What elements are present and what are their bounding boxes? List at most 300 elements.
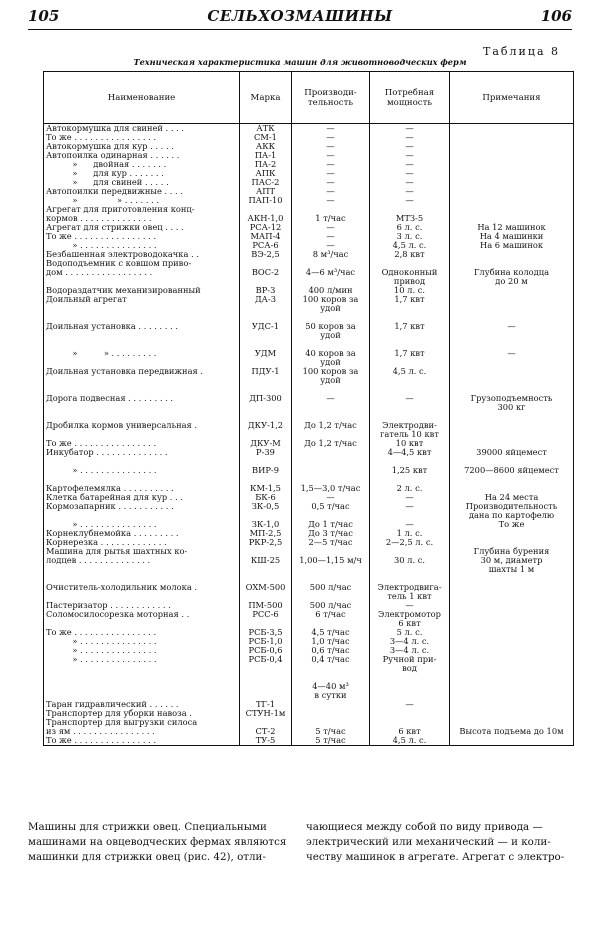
cell-power	[370, 709, 450, 718]
cell-productivity: —	[292, 187, 370, 196]
cell-mark: БК-6	[240, 493, 292, 502]
cell-productivity: 4—6 м³/час	[292, 259, 370, 286]
spacer-cell	[450, 673, 574, 682]
cell-notes	[450, 367, 574, 385]
cell-power: —	[370, 601, 450, 610]
table-row	[44, 484, 574, 493]
cell-mark: УДС-1	[240, 322, 292, 340]
cell-power: 4,5 л. с.	[370, 367, 450, 385]
cell-mark: ПАП-10	[240, 196, 292, 205]
spacer-cell	[240, 412, 292, 421]
table-row	[44, 196, 574, 205]
cell-mark: МАП-4	[240, 232, 292, 241]
spacer-cell	[240, 673, 292, 682]
cell-mark: ЗК-1,0	[240, 520, 292, 529]
cell-power: 1,25 квт	[370, 466, 450, 475]
cell-mark: ТГ-1	[240, 700, 292, 709]
spacer-cell	[292, 673, 370, 682]
cell-productivity: 4,5 т/час	[292, 628, 370, 637]
cell-notes	[450, 250, 574, 259]
col-header-mark: Марка	[240, 72, 292, 124]
cell-power: —	[370, 502, 450, 520]
cell-productivity	[292, 448, 370, 457]
cell-name: Водоподъемник с ковшом приво- дом . . . . . . . . . . . . . . . . .	[44, 259, 240, 286]
spacer-cell	[292, 574, 370, 583]
cell-name	[44, 682, 240, 700]
page-number-right: 106	[540, 7, 572, 25]
cell-name: То же . . . . . . . . . . . . . . . .	[44, 133, 240, 142]
table-row	[44, 718, 574, 736]
cell-power: 2 л. с.	[370, 484, 450, 493]
cell-name: Автопоилка одинарная . . . . . .	[44, 151, 240, 160]
table-row	[44, 349, 574, 367]
cell-power: 1 л. с.	[370, 529, 450, 538]
cell-notes	[450, 529, 574, 538]
table-row	[44, 736, 574, 746]
cell-name: То же . . . . . . . . . . . . . . . .	[44, 628, 240, 637]
cell-name: Дробилка кормов универсальная .	[44, 421, 240, 439]
spacer-cell	[450, 340, 574, 349]
cell-power: 2,8 квт	[370, 250, 450, 259]
cell-productivity: 500 л/час	[292, 601, 370, 610]
cell-productivity: До 3 т/час	[292, 529, 370, 538]
cell-notes	[450, 583, 574, 601]
table-row	[44, 250, 574, 259]
cell-productivity: —	[292, 178, 370, 187]
table-row	[44, 493, 574, 502]
table-row	[44, 637, 574, 646]
table-row	[44, 646, 574, 655]
table-row	[44, 520, 574, 529]
cell-mark: РКР-2,5	[240, 538, 292, 547]
cell-notes	[450, 151, 574, 160]
running-header	[0, 0, 600, 30]
cell-notes: 7200—8600 яйцемест	[450, 466, 574, 475]
table-row	[44, 628, 574, 637]
spacer-row	[44, 574, 574, 583]
cell-notes: Глубина колодца до 20 м	[450, 259, 574, 286]
cell-productivity: 100 коров за удой	[292, 295, 370, 313]
cell-mark: ЗК-0,5	[240, 502, 292, 520]
cell-productivity: 40 коров за удой	[292, 349, 370, 367]
cell-mark: АТК	[240, 124, 292, 134]
spacer-cell	[450, 412, 574, 421]
cell-name: » . . . . . . . . . . . . . . .	[44, 466, 240, 475]
cell-notes	[450, 646, 574, 655]
cell-mark: АКН-1,0	[240, 205, 292, 223]
spacer-cell	[450, 385, 574, 394]
cell-productivity: —	[292, 196, 370, 205]
cell-name: Агрегат для приготовления конц- кормов . . . . . . . . . . . . . .	[44, 205, 240, 223]
table-row	[44, 295, 574, 313]
spacer-cell	[44, 313, 240, 322]
cell-productivity: 500 л/час	[292, 583, 370, 601]
cell-power: —	[370, 493, 450, 502]
cell-productivity: 0,5 т/час	[292, 502, 370, 520]
cell-power: 3—4 л. с.	[370, 646, 450, 655]
cell-mark: ПАС-2	[240, 178, 292, 187]
spacer-cell	[44, 412, 240, 421]
cell-power: 1,7 квт	[370, 322, 450, 340]
cell-mark: РСС-6	[240, 610, 292, 628]
header-rule	[28, 29, 572, 30]
cell-power: —	[370, 133, 450, 142]
cell-productivity: 1,5—3,0 т/час	[292, 484, 370, 493]
table-body	[44, 124, 574, 746]
cell-power: 6 квт	[370, 718, 450, 736]
table-row	[44, 394, 574, 412]
cell-notes: Глубина бурения 30 м, диаметр шахты 1 м	[450, 547, 574, 574]
cell-power: 10 л. с.	[370, 286, 450, 295]
cell-name: Безбашенная электроводокачка . .	[44, 250, 240, 259]
table-row	[44, 583, 574, 601]
cell-power: —	[370, 169, 450, 178]
cell-name: » для кур . . . . . . .	[44, 169, 240, 178]
cell-mark: АПТ	[240, 187, 292, 196]
cell-mark: ПМ-500	[240, 601, 292, 610]
cell-notes: На 24 места	[450, 493, 574, 502]
col-header-notes: Примечания	[450, 72, 574, 124]
spacer-cell	[44, 574, 240, 583]
col-header-name: Наименование	[44, 72, 240, 124]
table-row	[44, 322, 574, 340]
spacer-row	[44, 673, 574, 682]
table-label: Таблица 8	[483, 45, 560, 58]
spacer-cell	[240, 475, 292, 484]
cell-productivity: —	[292, 241, 370, 250]
cell-notes	[450, 637, 574, 646]
body-text-column-left: Машины для стрижки овец. Специальными машинами на овцеводческих фермах являются машинки для стрижки овец (рис. 42), отли-	[28, 821, 287, 863]
spacer-cell	[44, 340, 240, 349]
cell-productivity: 4—40 м³ в сутки	[292, 682, 370, 700]
cell-name: Транспортер для уборки навоза .	[44, 709, 240, 718]
table-row	[44, 448, 574, 457]
table-row	[44, 232, 574, 241]
cell-power: —	[370, 394, 450, 412]
cell-productivity: —	[292, 394, 370, 412]
table-row	[44, 286, 574, 295]
cell-power: 4—4,5 квт	[370, 448, 450, 457]
cell-notes: Производительность дана по картофелю	[450, 502, 574, 520]
table-row	[44, 160, 574, 169]
spacer-cell	[292, 313, 370, 322]
table-row	[44, 655, 574, 673]
cell-productivity: 1,0 т/час	[292, 637, 370, 646]
spacer-cell	[240, 385, 292, 394]
cell-notes	[450, 178, 574, 187]
cell-productivity: 50 коров за удой	[292, 322, 370, 340]
cell-name: То же . . . . . . . . . . . . . . . .	[44, 232, 240, 241]
cell-productivity: 5 т/час	[292, 736, 370, 746]
spacer-row	[44, 340, 574, 349]
cell-power: Электродвига- тель 1 квт	[370, 583, 450, 601]
table-row	[44, 259, 574, 286]
table-row	[44, 367, 574, 385]
table-row	[44, 682, 574, 700]
cell-notes: Высота подъема до 10м	[450, 718, 574, 736]
cell-notes: —	[450, 322, 574, 340]
table-row	[44, 151, 574, 160]
cell-notes	[450, 709, 574, 718]
spacer-row	[44, 385, 574, 394]
table-header-row	[44, 72, 574, 124]
cell-name: Доильный агрегат	[44, 295, 240, 313]
cell-power: 1,7 квт	[370, 349, 450, 367]
cell-power: Ручной при- вод	[370, 655, 450, 673]
cell-mark: ВОС-2	[240, 259, 292, 286]
cell-notes	[450, 484, 574, 493]
cell-name: » » . . . . . . . . .	[44, 349, 240, 367]
cell-productivity: До 1,2 т/час	[292, 439, 370, 448]
page-number-left: 105	[28, 7, 60, 25]
spacer-row	[44, 457, 574, 466]
cell-productivity: 0,6 т/час	[292, 646, 370, 655]
cell-mark: КМ-1,5	[240, 484, 292, 493]
cell-name: Клетка батарейная для кур . . .	[44, 493, 240, 502]
cell-notes	[450, 601, 574, 610]
cell-power: 5 л. с.	[370, 628, 450, 637]
table-row	[44, 700, 574, 709]
cell-productivity	[292, 466, 370, 475]
cell-mark: СТУН-1м	[240, 709, 292, 718]
cell-productivity: 1 т/час	[292, 205, 370, 223]
cell-mark: Р-39	[240, 448, 292, 457]
cell-notes	[450, 205, 574, 223]
cell-productivity: —	[292, 151, 370, 160]
cell-mark: РСБ-0,6	[240, 646, 292, 655]
cell-name: » . . . . . . . . . . . . . . .	[44, 646, 240, 655]
cell-notes: На 4 машинки	[450, 232, 574, 241]
cell-mark: РСА-12	[240, 223, 292, 232]
cell-notes: На 12 машинок	[450, 223, 574, 232]
cell-mark: ДА-3	[240, 295, 292, 313]
cell-power: Электромотор 6 квт	[370, 610, 450, 628]
col-header-productivity: Производи- тельность	[292, 72, 370, 124]
cell-name: То же . . . . . . . . . . . . . . . .	[44, 439, 240, 448]
cell-name: Таран гидравлический . . . . . .	[44, 700, 240, 709]
cell-power: —	[370, 142, 450, 151]
spacer-cell	[292, 412, 370, 421]
cell-mark: УДМ	[240, 349, 292, 367]
cell-name: Соломосилосорезка моторная . .	[44, 610, 240, 628]
cell-name: Доильная установка . . . . . . . .	[44, 322, 240, 340]
spacer-cell	[370, 475, 450, 484]
spacer-cell	[370, 673, 450, 682]
cell-name: Корнеклубнемойка . . . . . . . . .	[44, 529, 240, 538]
spacer-cell	[370, 574, 450, 583]
cell-notes	[450, 421, 574, 439]
cell-productivity: До 1 т/час	[292, 520, 370, 529]
cell-power: 4,5 л. с.	[370, 736, 450, 746]
cell-mark: ДП-300	[240, 394, 292, 412]
cell-power	[370, 682, 450, 700]
cell-name: Картофелемялка . . . . . . . . . .	[44, 484, 240, 493]
cell-notes	[450, 286, 574, 295]
cell-productivity: —	[292, 133, 370, 142]
cell-productivity: 100 коров за удой	[292, 367, 370, 385]
cell-mark: РСА-6	[240, 241, 292, 250]
cell-name: Транспортер для выгрузки силоса из ям . . . . . . . . . . . . . . . .	[44, 718, 240, 736]
cell-power: —	[370, 700, 450, 709]
spacer-cell	[450, 313, 574, 322]
table-row	[44, 529, 574, 538]
cell-productivity: —	[292, 160, 370, 169]
cell-notes	[450, 187, 574, 196]
cell-name: Автокормушка для кур . . . . .	[44, 142, 240, 151]
table-row	[44, 124, 574, 134]
spacer-cell	[370, 457, 450, 466]
cell-notes	[450, 439, 574, 448]
cell-notes	[450, 736, 574, 746]
cell-name: » . . . . . . . . . . . . . . .	[44, 241, 240, 250]
cell-power: Электродви- гатель 10 квт	[370, 421, 450, 439]
cell-notes	[450, 196, 574, 205]
cell-mark: КШ-25	[240, 547, 292, 574]
cell-name: Автокормушка для свиней . . . .	[44, 124, 240, 134]
cell-name: Агрегат для стрижки овец . . . .	[44, 223, 240, 232]
spacer-row	[44, 412, 574, 421]
cell-notes	[450, 538, 574, 547]
spacer-cell	[370, 340, 450, 349]
cell-power: —	[370, 196, 450, 205]
spacer-cell	[44, 475, 240, 484]
table-row	[44, 241, 574, 250]
cell-mark: СТ-2	[240, 718, 292, 736]
cell-power: 10 квт	[370, 439, 450, 448]
cell-name: » двойная . . . . . . .	[44, 160, 240, 169]
cell-productivity: 2—5 т/час	[292, 538, 370, 547]
cell-name: Доильная установка передвижная .	[44, 367, 240, 385]
cell-power: 4,5 л. с.	[370, 241, 450, 250]
cell-notes	[450, 142, 574, 151]
spacer-cell	[370, 313, 450, 322]
cell-mark: ПДУ-1	[240, 367, 292, 385]
cell-mark: ТУ-5	[240, 736, 292, 746]
cell-mark: ПА-1	[240, 151, 292, 160]
cell-power: МТЗ-5	[370, 205, 450, 223]
cell-mark: СМ-1	[240, 133, 292, 142]
cell-mark: ДКУ-1,2	[240, 421, 292, 439]
cell-name: То же . . . . . . . . . . . . . . . .	[44, 736, 240, 746]
table-row	[44, 223, 574, 232]
table-row	[44, 538, 574, 547]
cell-notes	[450, 628, 574, 637]
cell-notes	[450, 682, 574, 700]
spacer-cell	[292, 385, 370, 394]
cell-productivity: —	[292, 223, 370, 232]
table-row	[44, 178, 574, 187]
cell-productivity: 5 т/час	[292, 718, 370, 736]
cell-power: 3 л. с.	[370, 232, 450, 241]
cell-mark: АКК	[240, 142, 292, 151]
cell-productivity: 0,4 т/час	[292, 655, 370, 673]
table-row	[44, 205, 574, 223]
cell-mark: ОХМ-500	[240, 583, 292, 601]
cell-productivity: 1,00—1,15 м/ч	[292, 547, 370, 574]
cell-notes: То же	[450, 520, 574, 529]
cell-name: Пастеризатор . . . . . . . . . . . .	[44, 601, 240, 610]
spacer-cell	[450, 574, 574, 583]
cell-power: —	[370, 520, 450, 529]
spacer-cell	[292, 340, 370, 349]
spacer-cell	[450, 475, 574, 484]
table-row	[44, 169, 574, 178]
cell-mark: РСБ-3,5	[240, 628, 292, 637]
table-row	[44, 709, 574, 718]
cell-productivity: 400 л/мин	[292, 286, 370, 295]
spacer-cell	[44, 673, 240, 682]
cell-mark: АПК	[240, 169, 292, 178]
cell-mark: ВИР-9	[240, 466, 292, 475]
spacer-cell	[44, 457, 240, 466]
cell-productivity: —	[292, 142, 370, 151]
cell-name: » . . . . . . . . . . . . . . .	[44, 637, 240, 646]
cell-productivity	[292, 709, 370, 718]
cell-mark: ВЭ-2,5	[240, 250, 292, 259]
cell-name: Автопоилки передвижные . . . .	[44, 187, 240, 196]
cell-productivity: —	[292, 124, 370, 134]
cell-name: » » . . . . . . .	[44, 196, 240, 205]
cell-name: » . . . . . . . . . . . . . . .	[44, 655, 240, 673]
table-row	[44, 601, 574, 610]
cell-productivity: —	[292, 493, 370, 502]
cell-power: 3—4 л. с.	[370, 637, 450, 646]
cell-notes	[450, 700, 574, 709]
spacer-row	[44, 313, 574, 322]
cell-notes	[450, 295, 574, 313]
spacer-cell	[292, 457, 370, 466]
spacer-cell	[44, 385, 240, 394]
table-row	[44, 439, 574, 448]
cell-power: —	[370, 151, 450, 160]
table-row	[44, 610, 574, 628]
cell-power: —	[370, 187, 450, 196]
cell-name: » для свиней . . . . .	[44, 178, 240, 187]
cell-notes	[450, 610, 574, 628]
cell-notes	[450, 169, 574, 178]
cell-notes	[450, 160, 574, 169]
cell-productivity: 8 м³/час	[292, 250, 370, 259]
spacer-cell	[240, 340, 292, 349]
cell-notes: 39000 яйцемест	[450, 448, 574, 457]
cell-power: 1,7 квт	[370, 295, 450, 313]
spacer-row	[44, 475, 574, 484]
spacer-cell	[240, 457, 292, 466]
table-row	[44, 421, 574, 439]
cell-mark	[240, 682, 292, 700]
col-header-power: Потребная мощность	[370, 72, 450, 124]
cell-power: Одноконный привод	[370, 259, 450, 286]
cell-name: » . . . . . . . . . . . . . . .	[44, 520, 240, 529]
cell-power: 6 л. с.	[370, 223, 450, 232]
cell-name: Дорога подвесная . . . . . . . . .	[44, 394, 240, 412]
cell-power: 2—2,5 л. с.	[370, 538, 450, 547]
running-title: СЕЛЬХОЗМАШИНЫ	[207, 7, 393, 25]
cell-name: Машина для рытья шахтных ко- лодцев . . . . . . . . . . . . . .	[44, 547, 240, 574]
cell-name: Корнерезка . . . . . . . . . . . . .	[44, 538, 240, 547]
spec-table	[43, 71, 574, 746]
cell-productivity: —	[292, 232, 370, 241]
spacer-cell	[240, 313, 292, 322]
cell-productivity	[292, 700, 370, 709]
cell-power: 30 л. с.	[370, 547, 450, 574]
cell-notes: Грузоподъемность 300 кг	[450, 394, 574, 412]
cell-mark: МП-2,5	[240, 529, 292, 538]
cell-mark: ДКУ-М	[240, 439, 292, 448]
table-row	[44, 142, 574, 151]
cell-productivity: До 1,2 т/час	[292, 421, 370, 439]
spacer-cell	[240, 574, 292, 583]
